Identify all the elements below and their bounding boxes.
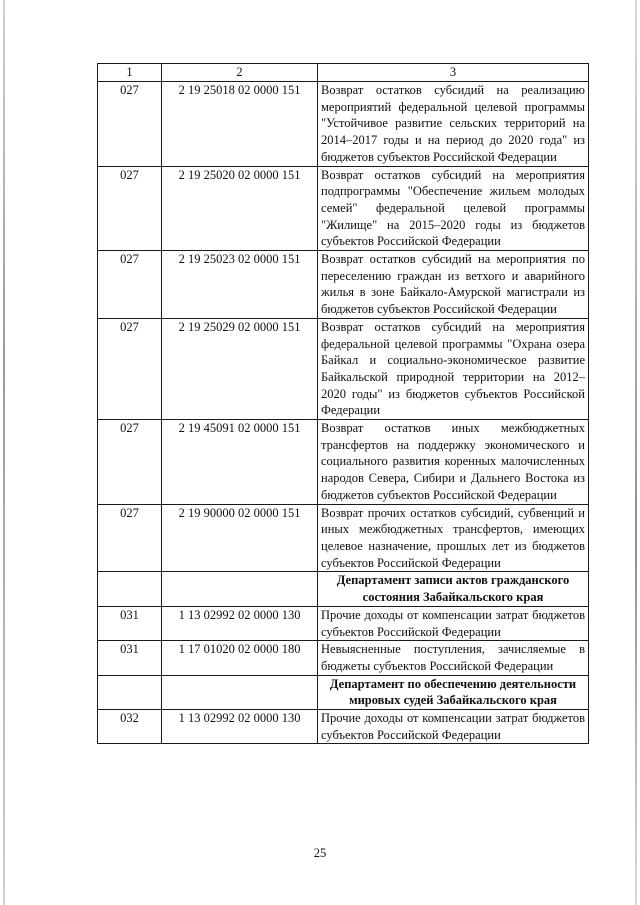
description-cell: Возврат остатков иных межбюджетных трансфертов на поддержку экономического и социального развития коренных малочисленных народов Севера, Сибири и Дальнего Востока из бюджетов субъектов Российской Федерации (318, 420, 589, 505)
description-cell: Возврат остатков субсидий на реализацию мероприятий федеральной целевой программы "Устойчивое развитие сельских территорий на 2014–2017 годы и на период до 2020 года" из бюджетов субъектов Российской Федерации (318, 82, 589, 167)
admin-code-cell: 031 (98, 641, 162, 675)
table-row (98, 318, 589, 419)
kbk-code-cell: 2 19 25023 02 0000 151 (162, 251, 318, 319)
empty-cell (98, 675, 162, 709)
revenue-codes-table (97, 63, 589, 744)
admin-code-cell: 027 (98, 420, 162, 505)
admin-code-cell: 027 (98, 251, 162, 319)
header-col-2: 2 (162, 64, 318, 82)
table-row (98, 641, 589, 675)
kbk-code-cell: 2 19 25020 02 0000 151 (162, 166, 318, 251)
page-number: 25 (313, 846, 327, 860)
department-header-row (98, 675, 589, 709)
kbk-code-cell: 2 19 45091 02 0000 151 (162, 420, 318, 505)
description-cell: Возврат прочих остатков субсидий, субвенций и иных межбюджетных трансфертов, имеющих целевое назначение, прошлых лет из бюджетов субъектов Российской Федерации (318, 504, 589, 572)
department-header-row (98, 572, 589, 606)
table-row (98, 606, 589, 640)
admin-code-cell: 027 (98, 166, 162, 251)
description-cell: Прочие доходы от компенсации затрат бюджетов субъектов Российской Федерации (318, 710, 589, 744)
description-cell: Возврат остатков субсидий на мероприятия федеральной целевой программы "Охрана озера Байкал и социально-экономическое развитие Байкальской природной территории на 2012–2020 годы" из бюджетов субъектов Российской Федерации (318, 318, 589, 419)
kbk-code-cell: 2 19 25018 02 0000 151 (162, 82, 318, 167)
department-title: Департамент по обеспечению деятельности мировых судей Забайкальского края (318, 675, 589, 709)
description-cell: Возврат остатков субсидий на мероприятия подпрограммы "Обеспечение жильем молодых семей" федеральной целевой программы "Жилище" на 2015–2020 годы из бюджетов субъектов Российской Федерации (318, 166, 589, 251)
kbk-code-cell: 1 13 02992 02 0000 130 (162, 710, 318, 744)
scan-edge-left (3, 0, 5, 905)
kbk-code-cell: 1 13 02992 02 0000 130 (162, 606, 318, 640)
description-cell: Прочие доходы от компенсации затрат бюджетов субъектов Российской Федерации (318, 606, 589, 640)
empty-cell (98, 572, 162, 606)
header-col-3: 3 (318, 64, 589, 82)
empty-cell (162, 675, 318, 709)
table-row (98, 420, 589, 505)
admin-code-cell: 027 (98, 504, 162, 572)
table-row (98, 166, 589, 251)
admin-code-cell: 032 (98, 710, 162, 744)
table-row (98, 504, 589, 572)
empty-cell (162, 572, 318, 606)
description-cell: Возврат остатков субсидий на мероприятия по переселению граждан из ветхого и аварийного жилья в зоне Байкало-Амурской магистрали из бюджетов субъектов Российской Федерации (318, 251, 589, 319)
department-title: Департамент записи актов гражданского состояния Забайкальского края (318, 572, 589, 606)
admin-code-cell: 027 (98, 318, 162, 419)
kbk-code-cell: 1 17 01020 02 0000 180 (162, 641, 318, 675)
header-col-1: 1 (98, 64, 162, 82)
table-row (98, 251, 589, 319)
kbk-code-cell: 2 19 90000 02 0000 151 (162, 504, 318, 572)
scan-edge-right (635, 0, 637, 905)
table-row (98, 82, 589, 167)
admin-code-cell: 031 (98, 606, 162, 640)
kbk-code-cell: 2 19 25029 02 0000 151 (162, 318, 318, 419)
table-row (98, 710, 589, 744)
description-cell: Невыясненные поступления, зачисляемые в бюджеты субъектов Российской Федерации (318, 641, 589, 675)
admin-code-cell: 027 (98, 82, 162, 167)
table-header-row (98, 64, 589, 82)
